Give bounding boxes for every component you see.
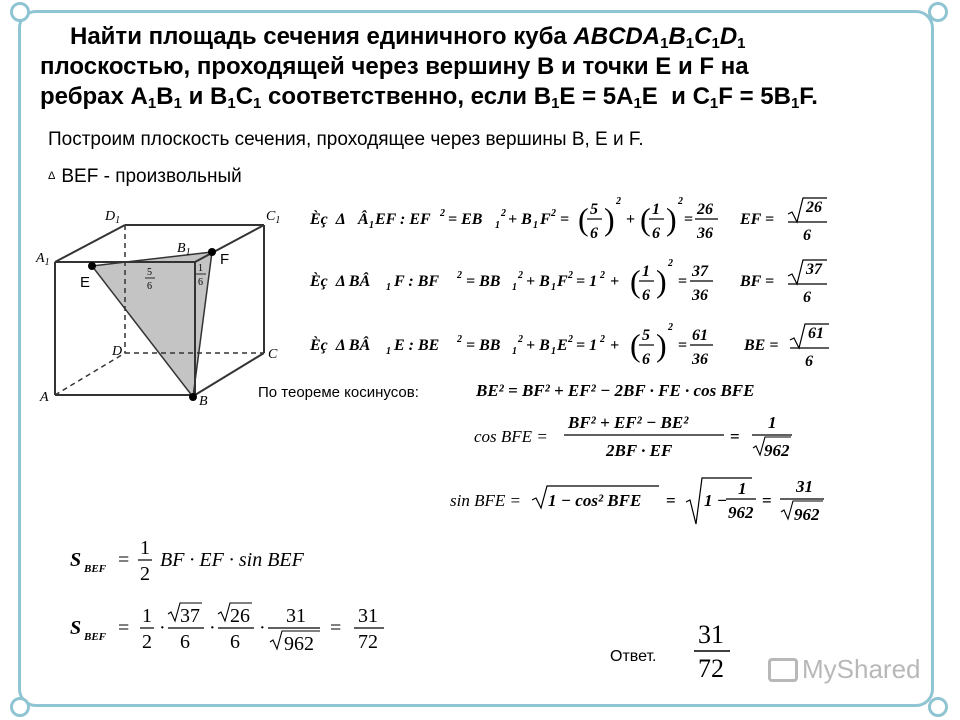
eq-term: E : BE xyxy=(394,337,440,354)
answer-fraction xyxy=(690,615,740,685)
eq-exponent: 2 xyxy=(440,208,445,219)
dot-op: · xyxy=(159,617,166,639)
eq-term: + B xyxy=(504,211,532,228)
sin-frac-num: 1 xyxy=(738,479,747,498)
equation-a1ef xyxy=(309,196,827,244)
area-num: 1 xyxy=(142,605,152,627)
area-den: 6 xyxy=(180,631,190,653)
eq-subscript: 1 xyxy=(551,346,556,357)
eq-exponent: 2 xyxy=(457,334,462,345)
eq-num: 26 xyxy=(697,201,713,218)
eq-den: 6 xyxy=(642,351,650,368)
equals-sign: = xyxy=(678,337,688,354)
paren: ( xyxy=(630,263,641,299)
eq-subscript: 1 xyxy=(386,282,391,293)
subscript: 1 xyxy=(711,35,720,52)
eq-num: 5 xyxy=(642,327,650,344)
label-d: D xyxy=(112,344,123,359)
watermark xyxy=(768,654,921,685)
eq-term: = BB xyxy=(462,337,501,354)
equals-sign: = xyxy=(330,617,342,639)
triangle-symbol: Δ xyxy=(48,170,56,182)
answer-label: Ответ. xyxy=(610,648,657,665)
label-a1: $A_1$ xyxy=(36,251,50,268)
equation-ba1e xyxy=(309,322,829,370)
sin-formula xyxy=(450,477,824,524)
frac-a1e-den: 6 xyxy=(147,281,152,292)
eq-den: 6 xyxy=(642,287,650,304)
area-num: 1 xyxy=(140,537,150,559)
sin-frac-den: 962 xyxy=(728,503,754,522)
cos-lhs: cos BFE = xyxy=(474,427,548,446)
eq-result-lhs: BE = xyxy=(744,337,779,354)
area-res-den: 72 xyxy=(358,631,378,653)
eq-num: 61 xyxy=(692,327,708,344)
sin-lhs: sin BFE = xyxy=(450,491,521,510)
title-text: F = 5B xyxy=(718,83,791,110)
label-b: B xyxy=(199,394,208,409)
subscript: 1 xyxy=(685,35,695,52)
sin-radicand: 1 − cos² BFE xyxy=(548,491,642,510)
cos-num: BF² + EF² − BE² xyxy=(568,413,689,432)
eq-prefix: Èç Δ xyxy=(310,211,346,228)
answer-num: 31 xyxy=(698,620,724,649)
eq-den: 6 xyxy=(652,225,660,242)
subscript: 1 xyxy=(790,95,800,112)
eq-den: 6 xyxy=(803,289,811,306)
eq-term: EF : EF xyxy=(375,211,431,228)
presentation-icon xyxy=(768,658,798,682)
area-symbol: S xyxy=(70,617,82,639)
subscript: 1 xyxy=(227,95,236,112)
eq-num: 1 xyxy=(642,263,650,280)
eq-exponent: 2 xyxy=(457,270,462,281)
eq-den: 36 xyxy=(692,287,708,304)
frame-corner-ornament xyxy=(10,2,30,22)
edge-b1c1 xyxy=(195,225,264,262)
eq-exponent: 2 xyxy=(668,322,673,333)
eq-exponent: 2 xyxy=(568,270,573,281)
area-formula-computed xyxy=(70,603,384,655)
eq-result-lhs: BF = xyxy=(740,273,775,290)
eq-term: + B xyxy=(522,337,550,354)
frame-corner-ornament xyxy=(928,697,948,717)
paren: ) xyxy=(604,201,615,237)
eq-exponent: 2 xyxy=(518,334,523,345)
area-rest: BF · EF · sin BEF xyxy=(160,549,304,571)
title-line-3 xyxy=(40,82,920,112)
area-subscript: BEF xyxy=(84,631,107,643)
area-den: 962 xyxy=(284,633,314,655)
edge-bc xyxy=(195,353,264,395)
label-e: E xyxy=(80,274,91,291)
eq-exponent: 2 xyxy=(568,334,573,345)
sin-one: 1 − xyxy=(704,491,728,510)
area-res-num: 31 xyxy=(358,605,378,627)
cos-res-num: 1 xyxy=(768,413,777,432)
label-b1: $B_1$ xyxy=(177,241,191,258)
frac-a1e-num: 5 xyxy=(147,267,152,278)
watermark-text: MyShared xyxy=(802,654,921,684)
intro-text: Построим плоскость сечения, проходящее через вершины B, E и F. xyxy=(48,129,644,150)
eq-num: 5 xyxy=(590,201,598,218)
eq-num: 37 xyxy=(806,261,822,278)
area-formulas xyxy=(66,530,406,670)
eq-term: E xyxy=(557,337,568,354)
eq-exponent: 2 xyxy=(600,334,605,345)
eq-term: = BB xyxy=(462,273,501,290)
cosine-law: BE² = BF² + EF² − 2BF · FE · cos BFE xyxy=(476,381,755,400)
eq-subscript: 1 xyxy=(386,346,391,357)
edge-a1d1 xyxy=(55,225,125,262)
sin-res-num: 31 xyxy=(796,477,813,496)
plus-sign: + xyxy=(626,211,636,228)
eq-subscript: 1 xyxy=(512,346,517,357)
eq-term: + B xyxy=(522,273,550,290)
area-num: 31 xyxy=(286,605,306,627)
equals-sign: = xyxy=(666,491,676,510)
label-f: F xyxy=(220,251,230,268)
frac-b1f-num: 1 xyxy=(198,263,203,274)
cos-den: 2BF · EF xyxy=(606,441,673,460)
eq-term: F : BF xyxy=(394,273,440,290)
paren: ( xyxy=(578,201,589,237)
eq-vertex: Â xyxy=(358,211,369,228)
eq-den: 6 xyxy=(590,225,598,242)
title-line-2: плоскостью, проходящей через вершину B и точки E и F на xyxy=(40,53,749,80)
title-text: Найти площадь сечения единичного куба xyxy=(70,23,574,50)
subscript: 1 xyxy=(253,95,262,112)
subscript: 1 xyxy=(737,35,746,52)
area-den: 6 xyxy=(230,631,240,653)
equals-sign: = xyxy=(118,549,130,571)
eq-prefix: Èç Δ BÂ xyxy=(310,337,371,354)
title-line-1 xyxy=(40,22,920,52)
equals-sign: = xyxy=(762,491,772,510)
eq-term: = 1 xyxy=(572,337,598,354)
cube-diagram xyxy=(0,190,300,410)
cos-res-den: 962 xyxy=(764,441,790,460)
eq-exponent: 2 xyxy=(616,196,621,207)
frac-b1f-den: 6 xyxy=(198,277,203,288)
area-den: 2 xyxy=(142,631,152,653)
title-text: B xyxy=(533,83,552,110)
eq-term: + xyxy=(606,273,620,290)
cube-name: D xyxy=(719,23,738,50)
paren: ) xyxy=(656,327,667,363)
paren: ( xyxy=(640,201,651,237)
eq-num: 26 xyxy=(806,199,822,216)
point-e xyxy=(88,262,96,270)
subscript: 1 xyxy=(633,95,642,112)
eq-exponent: 2 xyxy=(668,258,673,269)
eq-term: = EB xyxy=(444,211,483,228)
paren: ) xyxy=(666,201,677,237)
eq-subscript: 1 xyxy=(369,220,374,231)
dot-op: · xyxy=(209,617,216,639)
eq-num: 1 xyxy=(652,201,660,218)
sin-res-den: 962 xyxy=(794,505,820,524)
subscript: 1 xyxy=(173,95,182,112)
label-c: C xyxy=(268,347,278,362)
cube-name: ABCDA xyxy=(573,23,661,50)
eq-exponent: 2 xyxy=(518,270,523,281)
cos-formula xyxy=(474,413,792,460)
area-num: 26 xyxy=(230,605,250,627)
eq-result-lhs: EF = xyxy=(740,211,775,228)
eq-exponent: 2 xyxy=(678,196,683,207)
eq-term: + xyxy=(606,337,620,354)
title-text: F. xyxy=(799,83,818,110)
title-text: и xyxy=(181,83,211,110)
area-subscript: BEF xyxy=(84,563,107,575)
triangle-type-label: BEF - произвольный xyxy=(61,166,242,187)
eq-subscript: 1 xyxy=(495,220,500,231)
eq-prefix: Èç Δ BÂ xyxy=(310,273,371,290)
label-d1: $D_1$ xyxy=(105,209,121,226)
eq-num: 61 xyxy=(808,325,824,342)
eq-den: 36 xyxy=(692,351,708,368)
title-text: B xyxy=(210,83,228,110)
equals-sign: = xyxy=(678,273,688,290)
eq-term: F xyxy=(557,273,568,290)
area-den: 2 xyxy=(140,563,150,585)
subscript: 1 xyxy=(709,95,719,112)
eq-exponent: 2 xyxy=(600,270,605,281)
area-formula-general xyxy=(70,537,305,585)
paren: ) xyxy=(656,263,667,299)
title-text: C xyxy=(235,83,254,110)
cube-name: B xyxy=(668,23,686,50)
eq-term: F xyxy=(540,211,551,228)
eq-term: = 1 xyxy=(572,273,598,290)
eq-den: 6 xyxy=(805,353,813,370)
point-b xyxy=(189,393,197,401)
title-text: B xyxy=(156,83,174,110)
frame-corner-ornament xyxy=(928,2,948,22)
subscript: 1 xyxy=(660,35,669,52)
equals-sign: = xyxy=(684,211,694,228)
eq-exponent: 2 xyxy=(551,208,556,219)
area-num: 37 xyxy=(180,605,200,627)
cosine-theorem-label: По теореме косинусов: xyxy=(258,384,419,401)
paren: ( xyxy=(630,327,641,363)
frame-corner-ornament xyxy=(10,697,30,717)
point-f xyxy=(208,248,216,256)
problem-title xyxy=(40,22,920,112)
equals-sign: = xyxy=(730,427,740,446)
title-text: A xyxy=(130,83,148,110)
eq-subscript: 1 xyxy=(533,220,538,231)
triangle-equations xyxy=(300,178,860,378)
eq-exponent: 2 xyxy=(501,208,506,219)
equation-ba1f xyxy=(309,258,827,306)
label-a: A xyxy=(40,390,49,405)
equals-sign: = xyxy=(118,617,130,639)
answer-den: 72 xyxy=(698,654,724,683)
eq-subscript: 1 xyxy=(551,282,556,293)
eq-term: = xyxy=(556,211,574,228)
subscript: 1 xyxy=(551,95,560,112)
eq-den: 36 xyxy=(697,225,713,242)
trig-formulas xyxy=(440,372,840,532)
title-text: ребрах xyxy=(40,83,131,110)
title-text: соответственно, если xyxy=(261,83,534,110)
edge-ad-hidden xyxy=(55,353,125,395)
title-text: E = 5A xyxy=(559,83,634,110)
eq-num: 37 xyxy=(692,263,708,280)
title-text: E и C xyxy=(641,83,710,110)
area-symbol: S xyxy=(70,549,82,571)
eq-subscript: 1 xyxy=(512,282,517,293)
dot-op: · xyxy=(259,617,266,639)
triangle-type-text xyxy=(48,166,242,188)
subscript: 1 xyxy=(147,95,157,112)
cube-name: C xyxy=(694,23,712,50)
label-c1: $C_1$ xyxy=(266,209,281,226)
eq-den: 6 xyxy=(803,227,811,244)
